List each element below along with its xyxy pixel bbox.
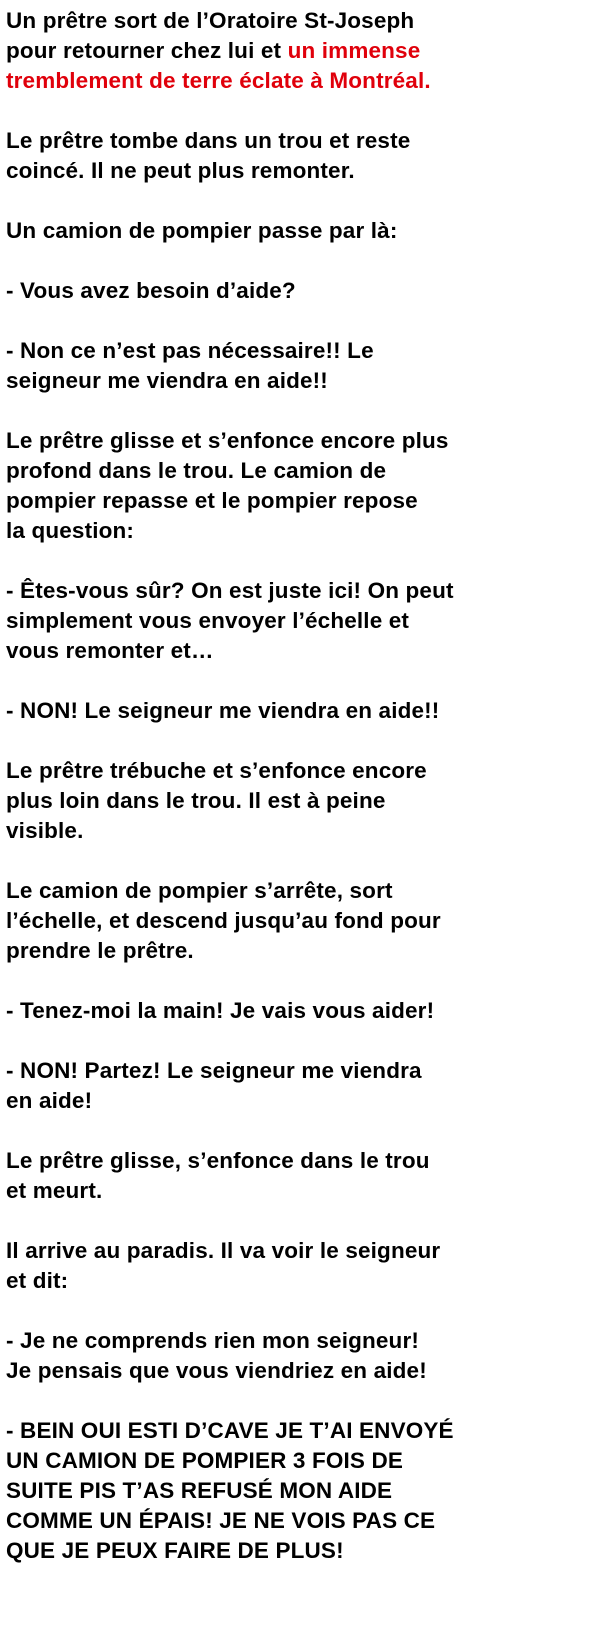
intro-text: Un prêtre sort de l’Oratoire St-Joseph pour retourner chez lui et (6, 8, 415, 63)
dialogue-line-1: - Vous avez besoin d’aide? (6, 278, 296, 303)
dialogue-line-5: - Tenez-moi la main! Je vais vous aider! (6, 998, 435, 1023)
dialogue-line-3: - Êtes-vous sûr? On est juste ici! On peut simplement vous envoyer l’échelle et vous remonter et… (6, 578, 454, 663)
intro-highlight-text: un immense tremblement de terre éclate à Montréal. (6, 38, 431, 93)
paragraph-6: Le prêtre glisse et s’enfonce encore plus profond dans le trou. Le camion de pompier repasse et le pompier repose la question: (6, 428, 449, 543)
paragraph-9: Le prêtre trébuche et s’enfonce encore plus loin dans le trou. Il est à peine visible. (6, 758, 427, 843)
paragraph-14: Il arrive au paradis. Il va voir le seigneur et dit: (6, 1238, 441, 1293)
paragraph-3: Un camion de pompier passe par là: (6, 218, 398, 243)
paragraph-10: Le camion de pompier s’arrête, sort l’échelle, et descend jusqu’au fond pour prendre le prêtre. (6, 878, 441, 963)
dialogue-line-2: - Non ce n’est pas nécessaire!! Le seigneur me viendra en aide!! (6, 338, 374, 393)
punchline: - BEIN OUI ESTI D’CAVE JE T’AI ENVOYÉ UN CAMION DE POMPIER 3 FOIS DE SUITE PIS T’AS REFUSÉ MON AIDE COMME UN ÉPAIS! JE NE VOIS PAS CE QUE JE PEUX FAIRE DE PLUS! (6, 1418, 454, 1563)
dialogue-line-6: - NON! Partez! Le seigneur me viendra en aide! (6, 1058, 422, 1113)
joke-text (6, 6, 596, 1566)
paragraph-13: Le prêtre glisse, s’enfonce dans le trou et meurt. (6, 1148, 430, 1203)
paragraph-2: Le prêtre tombe dans un trou et reste coincé. Il ne peut plus remonter. (6, 128, 411, 183)
paragraph-intro (6, 6, 596, 96)
dialogue-line-7: - Je ne comprends rien mon seigneur! Je pensais que vous viendriez en aide! (6, 1328, 427, 1383)
dialogue-line-4: - NON! Le seigneur me viendra en aide!! (6, 698, 440, 723)
